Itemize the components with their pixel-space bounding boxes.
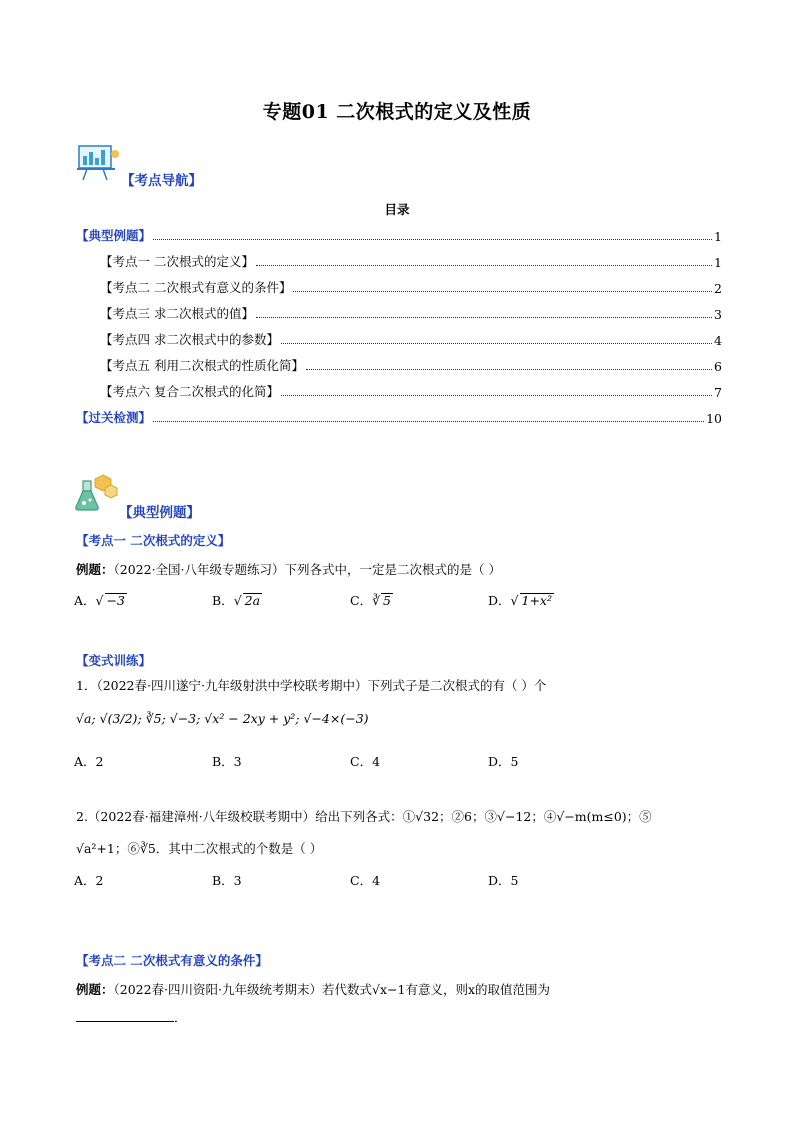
- toc-leader: [281, 342, 712, 344]
- toc-page: 10: [706, 411, 722, 426]
- toc-heading: 目录: [384, 202, 410, 217]
- option-a[interactable]: A．√ −3: [74, 593, 125, 608]
- q2-option-d[interactable]: D．5: [488, 873, 519, 888]
- option-letter: C．: [350, 593, 373, 608]
- toc-label: 【考点四 求二次根式中的参数】: [100, 332, 279, 347]
- toc-leader: [293, 290, 712, 292]
- blank-suffix: ．: [174, 1010, 187, 1025]
- toc-row[interactable]: [76, 382, 722, 400]
- example-prefix: 例题：: [76, 562, 114, 577]
- toc-page: 7: [714, 385, 722, 400]
- answer-blank-line[interactable]: [76, 1008, 187, 1026]
- page-title: 专题01 二次根式的定义及性质: [262, 101, 532, 123]
- toc-label: 【考点五 利用二次根式的性质化简】: [100, 358, 304, 373]
- toc-label: 【考点六 复合二次根式的化简】: [100, 384, 279, 399]
- variant-heading: 【变式训练】: [76, 653, 152, 668]
- option-c[interactable]: C．∛ 5: [350, 593, 391, 608]
- option-d[interactable]: D．√ 1+x²: [488, 593, 552, 608]
- q1-option-d[interactable]: D．5: [488, 754, 519, 769]
- toc-leader: [153, 420, 704, 422]
- point1-example: [76, 560, 501, 578]
- answer-blank[interactable]: [76, 1021, 174, 1022]
- toc-list: [76, 226, 722, 426]
- q2-stem-line2: √a²+1；⑥∛5．其中二次根式的个数是（ ）: [76, 841, 323, 856]
- example-text: （2022春·四川资阳·九年级统考期末）若代数式√x−1有意义，则x的取值范围为: [113, 982, 551, 997]
- flask-icon: [73, 473, 119, 513]
- option-b[interactable]: B．√ 2a: [212, 593, 261, 608]
- example-text: （2022·全国·八年级专题练习）下列各式中，一定是二次根式的是（ ）: [113, 562, 501, 577]
- q1-option-c[interactable]: C．4: [350, 754, 381, 769]
- toc-leader: [281, 394, 712, 396]
- q2-stem-line1: 2.（2022春·福建漳州·八年级校联考期中）给出下列各式：①√32；②6；③√−12；④√−m(m≤0)；⑤: [76, 809, 652, 824]
- q2-option-a[interactable]: A．2: [74, 873, 104, 888]
- point1-heading: 【考点一 二次根式的定义】: [76, 533, 231, 548]
- examples-heading: 【典型例题】: [119, 505, 200, 521]
- chart-board-icon: [75, 142, 121, 182]
- toc-label: 【考点一 二次根式的定义】: [100, 254, 254, 269]
- q1-option-a[interactable]: A．2: [74, 754, 104, 769]
- toc-page: 1: [714, 229, 722, 244]
- toc-leader: [256, 316, 712, 318]
- toc-row[interactable]: [76, 252, 722, 270]
- nav-heading: 【考点导航】: [121, 173, 202, 189]
- toc-row[interactable]: [76, 408, 722, 426]
- example-prefix: 例题：: [76, 982, 114, 997]
- toc-row[interactable]: [76, 330, 722, 348]
- q1-stem: 1．（2022春·四川遂宁·九年级射洪中学校联考期中）下列式子是二次根式的有（ ）个: [76, 678, 547, 693]
- toc-page: 3: [714, 307, 722, 322]
- option-letter: B．: [212, 593, 234, 608]
- q1-option-b[interactable]: B．3: [212, 754, 242, 769]
- q1-expressions: √a; √(3/2); ∛5; √−3; √x² − 2xy + y²; √−4×(−3): [76, 711, 369, 726]
- q2-option-c[interactable]: C．4: [350, 873, 381, 888]
- toc-leader: [153, 238, 712, 240]
- toc-page: 6: [714, 359, 722, 374]
- toc-leader: [306, 368, 712, 370]
- point2-heading: 【考点二 二次根式有意义的条件】: [76, 953, 268, 968]
- toc-label: 【考点二 二次根式有意义的条件】: [100, 280, 292, 295]
- toc-label: 【考点三 求二次根式的值】: [100, 306, 254, 321]
- toc-page: 2: [714, 281, 722, 296]
- toc-label: 【典型例题】: [76, 228, 152, 243]
- toc-row[interactable]: [76, 304, 722, 322]
- toc-row[interactable]: [76, 278, 722, 296]
- toc-leader: [256, 264, 712, 266]
- toc-label: 【过关检测】: [76, 410, 152, 425]
- option-letter: D．: [488, 593, 511, 608]
- q2-option-b[interactable]: B．3: [212, 873, 242, 888]
- toc-row[interactable]: [76, 356, 722, 374]
- toc-page: 1: [714, 255, 722, 270]
- option-letter: A．: [74, 593, 96, 608]
- point2-example: [76, 980, 550, 998]
- toc-row[interactable]: [76, 226, 722, 244]
- toc-page: 4: [714, 333, 722, 348]
